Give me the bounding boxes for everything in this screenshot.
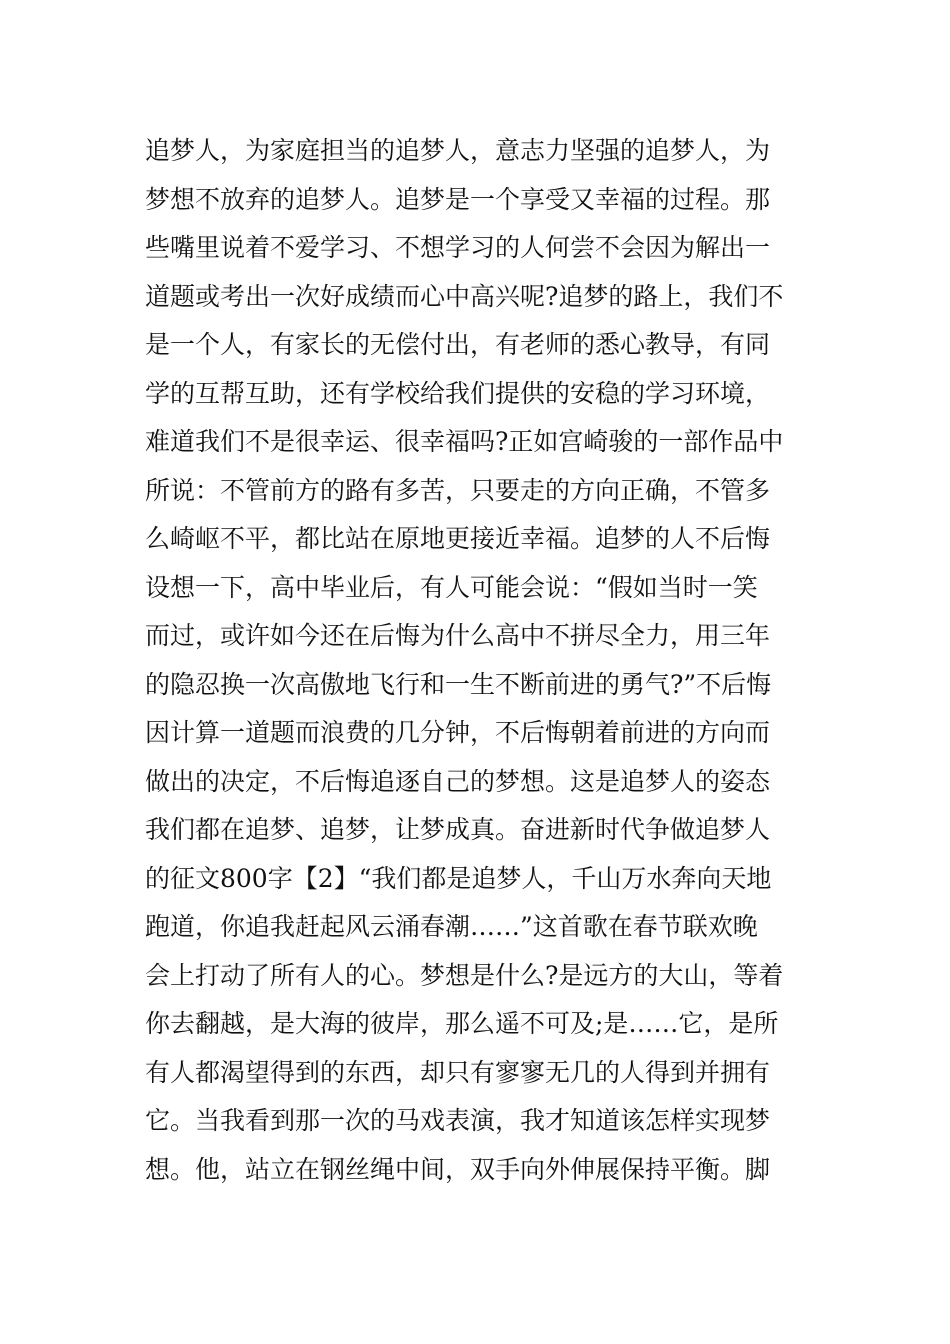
text-line: 的隐忍换一次高傲地飞行和一生不断前进的勇气?”不后悔 (145, 669, 772, 699)
text-line: 因计算一道题而浪费的几分钟，不后悔朝着前进的方向而 (145, 718, 771, 747)
text-line: 么崎岖不平，都比站在原地更接近幸福。追梦的人不后悔 (145, 524, 771, 553)
text-line: 些嘴里说着不爱学习、不想学习的人何尝不会因为解出一 (145, 233, 771, 262)
text-line: 所说：不管前方的路有多苦，只要走的方向正确，不管多 (145, 475, 771, 505)
text-line: 会上打动了所有人的心。梦想是什么?是远方的大山，等着 (145, 960, 784, 990)
text-line: 你去翻越，是大海的彼岸，那么遥不可及;是……它，是所 (145, 1009, 779, 1038)
text-line: 而过，或许如今还在后悔为什么高中不拼尽全力，用三年 (145, 621, 771, 650)
text-line: 它。当我看到那一次的马戏表演，我才知道该怎样实现梦 (145, 1106, 771, 1135)
essay-text-block (145, 127, 815, 1194)
text-line: 道题或考出一次好成绩而心中高兴呢?追梦的路上，我们不 (145, 281, 784, 311)
text-line: 想。他，站立在钢丝绳中间，双手向外伸展保持平衡。脚 (145, 1154, 771, 1184)
text-line: 我们都在追梦、追梦，让梦成真。奋进新时代争做追梦人 (145, 815, 771, 844)
text-line: 跑道，你追我赶起风云涌春潮……”这首歌在春节联欢晚 (145, 912, 758, 941)
text-line: 设想一下，高中毕业后，有人可能会说：“假如当时一笑 (145, 572, 758, 602)
text-line: 学的互帮互助，还有学校给我们提供的安稳的学习环境， (145, 378, 771, 408)
text-line: 梦想不放弃的追梦人。追梦是一个享受又幸福的过程。那 (145, 184, 771, 214)
text-line: 难道我们不是很幸运、很幸福吗?正如宫崎骏的一部作品中 (145, 427, 784, 456)
text-line: 是一个人，有家长的无偿付出，有老师的悉心教导，有同 (145, 330, 771, 359)
text-line: 追梦人，为家庭担当的追梦人，意志力坚强的追梦人，为 (145, 136, 771, 165)
text-line: 做出的决定，不后悔追逐自己的梦想。这是追梦人的姿态 (145, 766, 771, 796)
text-line: 的征文800字【2】“我们都是追梦人，千山万水奔向天地 (145, 863, 772, 893)
text-line: 有人都渴望得到的东西，却只有寥寥无几的人得到并拥有 (145, 1057, 771, 1087)
